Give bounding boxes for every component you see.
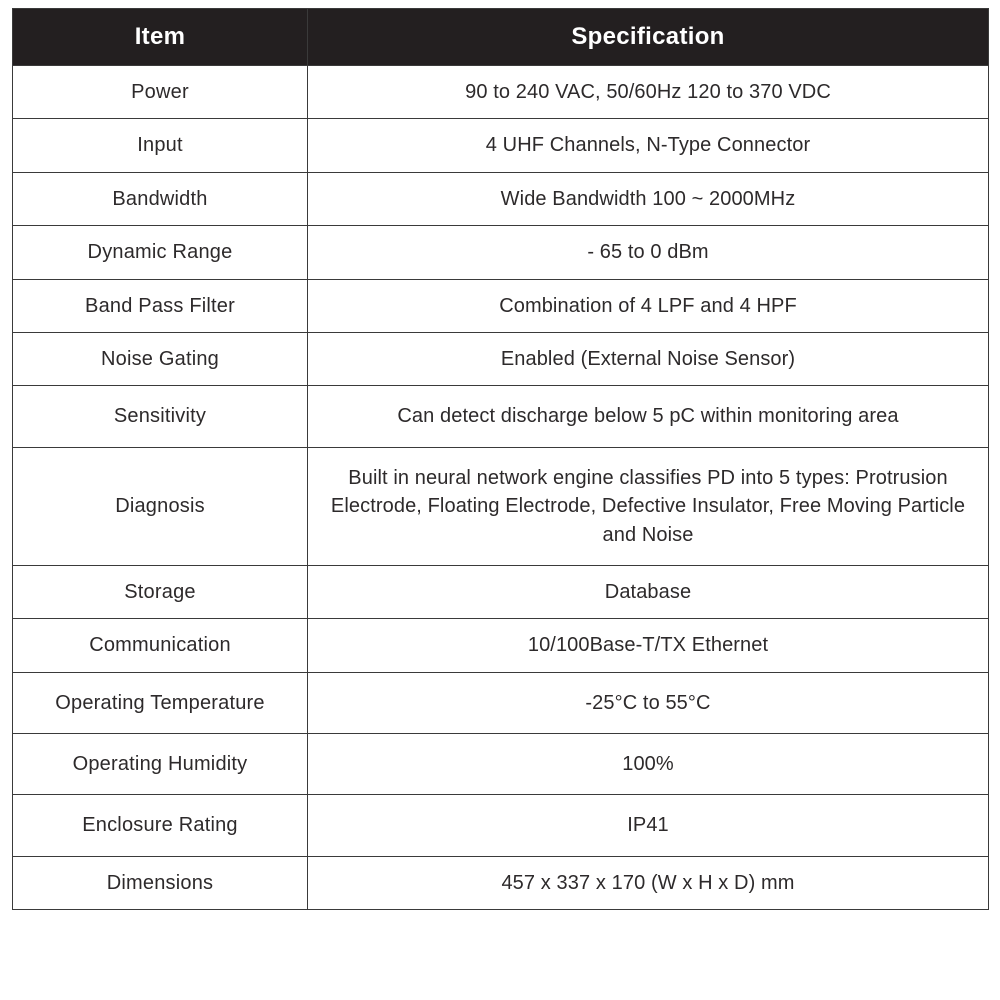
table-row (13, 332, 989, 385)
table-row (13, 795, 989, 856)
row-spec-value: Database (308, 565, 989, 618)
row-item-label: Storage (13, 565, 308, 618)
row-item-label: Diagnosis (13, 447, 308, 565)
row-spec-value: Enabled (External Noise Sensor) (308, 332, 989, 385)
row-item-label: Dynamic Range (13, 226, 308, 279)
table-row (13, 172, 989, 225)
row-item-label: Noise Gating (13, 332, 308, 385)
table-body (13, 66, 989, 910)
row-item-label: Band Pass Filter (13, 279, 308, 332)
row-item-label: Communication (13, 619, 308, 672)
row-item-label: Input (13, 119, 308, 172)
row-spec-value: 10/100Base-T/TX Ethernet (308, 619, 989, 672)
row-spec-value: Built in neural network engine classifies PD into 5 types: Protrusion Electrode, Floating Electrode, Defective Insulator, Free Moving Particle and Noise (308, 447, 989, 565)
row-spec-value: 4 UHF Channels, N-Type Connector (308, 119, 989, 172)
table-row (13, 279, 989, 332)
specification-table (12, 8, 989, 910)
row-spec-value: - 65 to 0 dBm (308, 226, 989, 279)
row-item-label: Enclosure Rating (13, 795, 308, 856)
row-spec-value: Can detect discharge below 5 pC within monitoring area (308, 386, 989, 447)
row-spec-value: Combination of 4 LPF and 4 HPF (308, 279, 989, 332)
row-item-label: Power (13, 66, 308, 119)
row-spec-value: Wide Bandwidth 100 ~ 2000MHz (308, 172, 989, 225)
row-item-label: Operating Humidity (13, 734, 308, 795)
row-spec-value: 100% (308, 734, 989, 795)
table-row (13, 856, 989, 909)
row-spec-value: -25°C to 55°C (308, 672, 989, 733)
column-header-specification: Specification (308, 9, 989, 66)
table-row (13, 119, 989, 172)
table-row (13, 619, 989, 672)
row-item-label: Bandwidth (13, 172, 308, 225)
table-header (13, 9, 989, 66)
column-header-item: Item (13, 9, 308, 66)
row-spec-value: 457 x 337 x 170 (W x H x D) mm (308, 856, 989, 909)
table-row (13, 386, 989, 447)
row-item-label: Sensitivity (13, 386, 308, 447)
table-row (13, 734, 989, 795)
table-row (13, 447, 989, 565)
row-spec-value: IP41 (308, 795, 989, 856)
row-spec-value: 90 to 240 VAC, 50/60Hz 120 to 370 VDC (308, 66, 989, 119)
table-header-row (13, 9, 989, 66)
table-row (13, 565, 989, 618)
row-item-label: Dimensions (13, 856, 308, 909)
table-row (13, 672, 989, 733)
table-row (13, 226, 989, 279)
row-item-label: Operating Temperature (13, 672, 308, 733)
table-row (13, 66, 989, 119)
